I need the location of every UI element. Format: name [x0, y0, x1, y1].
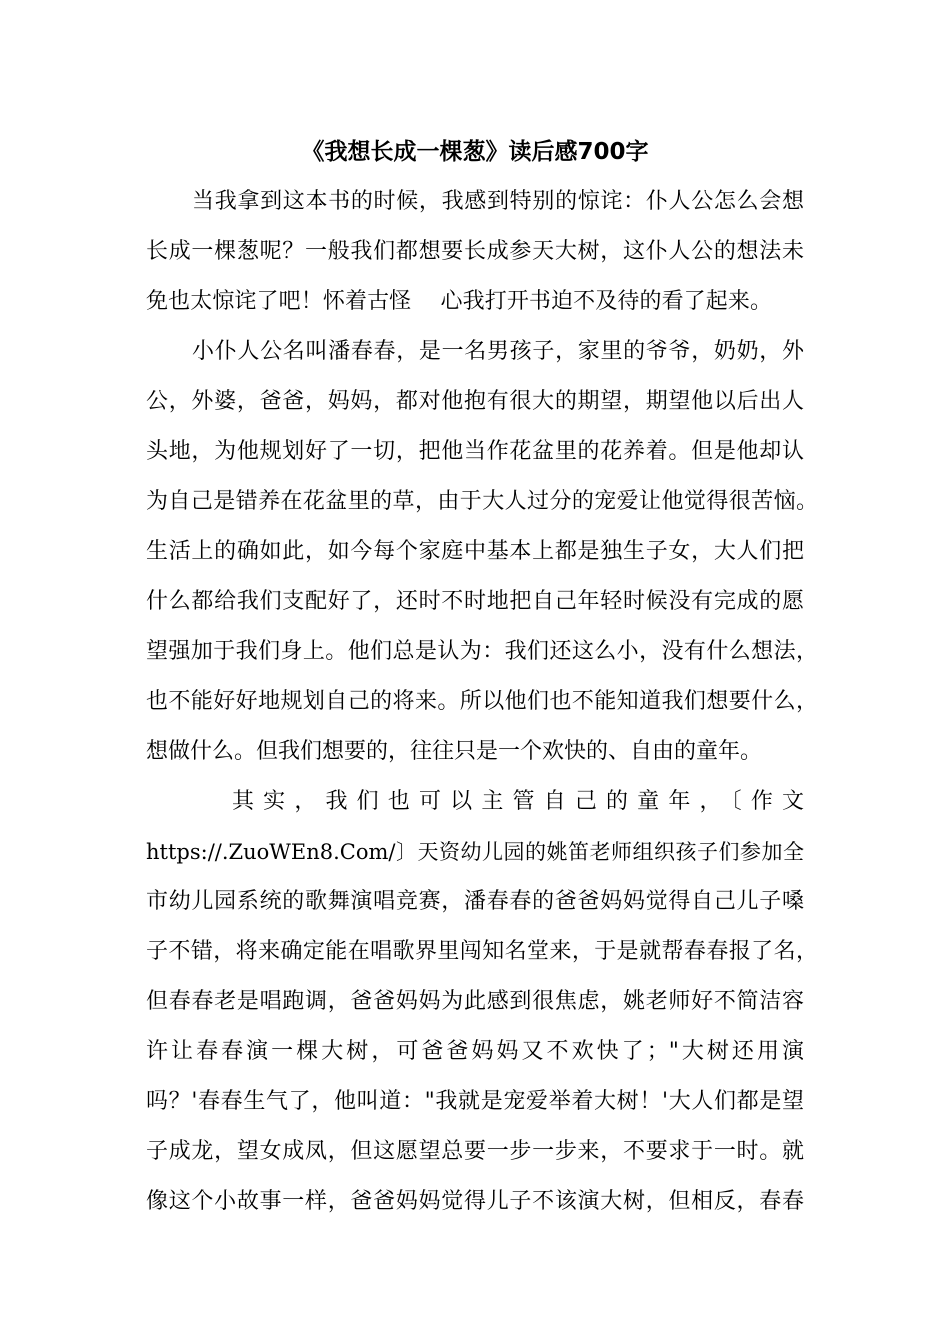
text-line: 免也太惊诧了吧！怀着古怪 心我打开书迫不及待的看了起来。 — [146, 289, 772, 314]
text-line: 什么都给我们支配好了，还时不时地把自己年轻时候没有完成的愿 — [146, 589, 804, 614]
text-line: 许让春春演一棵大树，可爸爸妈妈又不欢快了；"大树还用演 — [146, 1039, 804, 1064]
text-line: 为自己是错养在花盆里的草，由于大人过分的宠爱让他觉得很苦恼。 — [146, 489, 818, 514]
text-line: 公，外婆，爸爸，妈妈，都对他抱有很大的期望，期望他以后出人 — [146, 389, 804, 414]
text-line: 子不错，将来确定能在唱歌界里闯知名堂来，于是就帮春春报了名， — [146, 939, 818, 964]
text-line: https://.ZuoWEn8.Com/〕天资幼儿园的姚笛老师组织孩子们参加全 — [146, 840, 804, 864]
text-line: 望强加于我们身上。他们总是认为：我们还这么小，没有什么想法， — [146, 639, 818, 664]
text-line: 想做什么。但我们想要的，往往只是一个欢快的、自由的童年。 — [146, 739, 763, 764]
text-line: 当我拿到这本书的时候，我感到特别的惊诧：仆人公怎么会想 — [192, 189, 804, 214]
text-line: 生活上的确如此，如今每个家庭中基本上都是独生子女，大人们把 — [146, 539, 804, 564]
text-line: 小仆人公名叫潘春春，是一名男孩子，家里的爷爷，奶奶，外 — [192, 339, 804, 364]
text-line: 子成龙，望女成凤，但这愿望总要一步一步来，不要求于一时。就 — [146, 1139, 804, 1164]
text-line: 吗？'春春生气了，他叫道："我就是宠爱举着大树！'大人们都是望 — [146, 1089, 804, 1114]
text-line: 也不能好好地规划自己的将来。所以他们也不能知道我们想要什么， — [146, 689, 818, 714]
document-title: 《我想长成一棵葱》读后感700字 — [301, 139, 649, 165]
text-line: 像这个小故事一样，爸爸妈妈觉得儿子不该演大树，但相反，春春 — [146, 1189, 804, 1214]
text-line: 其实，我们也可以主管自己的童年，〔作文 — [232, 789, 804, 814]
text-line: 长成一棵葱呢？一般我们都想要长成参天大树，这仆人公的想法未 — [146, 239, 804, 264]
text-line: 头地，为他规划好了一切，把他当作花盆里的花养着。但是他却认 — [146, 439, 804, 464]
text-line: 市幼儿园系统的歌舞演唱竞赛，潘春春的爸爸妈妈觉得自己儿子嗓 — [146, 889, 804, 914]
text-line: 但春春老是唱跑调，爸爸妈妈为此感到很焦虑，姚老师好不简洁容 — [146, 989, 804, 1014]
